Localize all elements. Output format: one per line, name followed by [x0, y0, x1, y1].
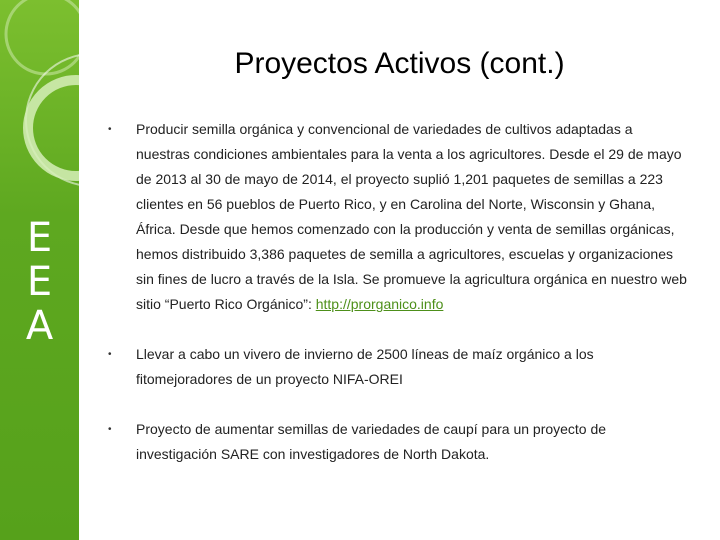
list-item-text: Proyecto de aumentar semillas de variedades de caupí para un proyecto de investigación SARE con investigadores de North Dakota. — [136, 421, 607, 462]
prorganico-link[interactable]: http://prorganico.info — [315, 296, 444, 312]
list-item — [108, 417, 688, 467]
ring-large — [6, 0, 79, 74]
sidebar-letters — [0, 216, 79, 348]
bullet-icon: • — [108, 349, 112, 360]
sidebar — [0, 0, 79, 540]
ring-inner — [28, 80, 79, 176]
page-title: Proyectos Activos (cont.) — [234, 47, 565, 80]
list-item — [108, 117, 688, 317]
bullet-icon: • — [108, 124, 112, 135]
sidebar-letter: E — [26, 259, 53, 305]
bullet-list — [108, 117, 688, 492]
bullet-icon: • — [108, 424, 112, 435]
sidebar-letter: A — [25, 303, 54, 349]
list-item-text: Producir semilla orgánica y convencional de variedades de cultivos adaptadas a nuestras condiciones ambientales para la venta a los agricultores. Desde el 29 de mayo de 2013 al 30 de mayo de 2014, el proyecto suplió 1,201 paquetes de semillas a 223 clientes en 56 pueblos de Puerto Rico, y en Carolina del Norte, Wisconsin y Ghana, África. Desde que hemos comenzado con la producción y venta de semillas orgánicas, hemos distribuido 3,386 paquetes de semilla a agricultores, escuelas y organizaciones sin fines de lucro a través de la Isla. Se promueve la agricultura orgánica en nuestro web sitio “Puerto Rico Orgánico”: — [136, 121, 687, 312]
list-item-text: Llevar a cabo un vivero de invierno de 2500 líneas de maíz orgánico a los fitomejoradores de un proyecto NIFA-OREI — [136, 346, 594, 387]
list-item — [108, 342, 688, 392]
sidebar-letter: E — [26, 215, 53, 261]
